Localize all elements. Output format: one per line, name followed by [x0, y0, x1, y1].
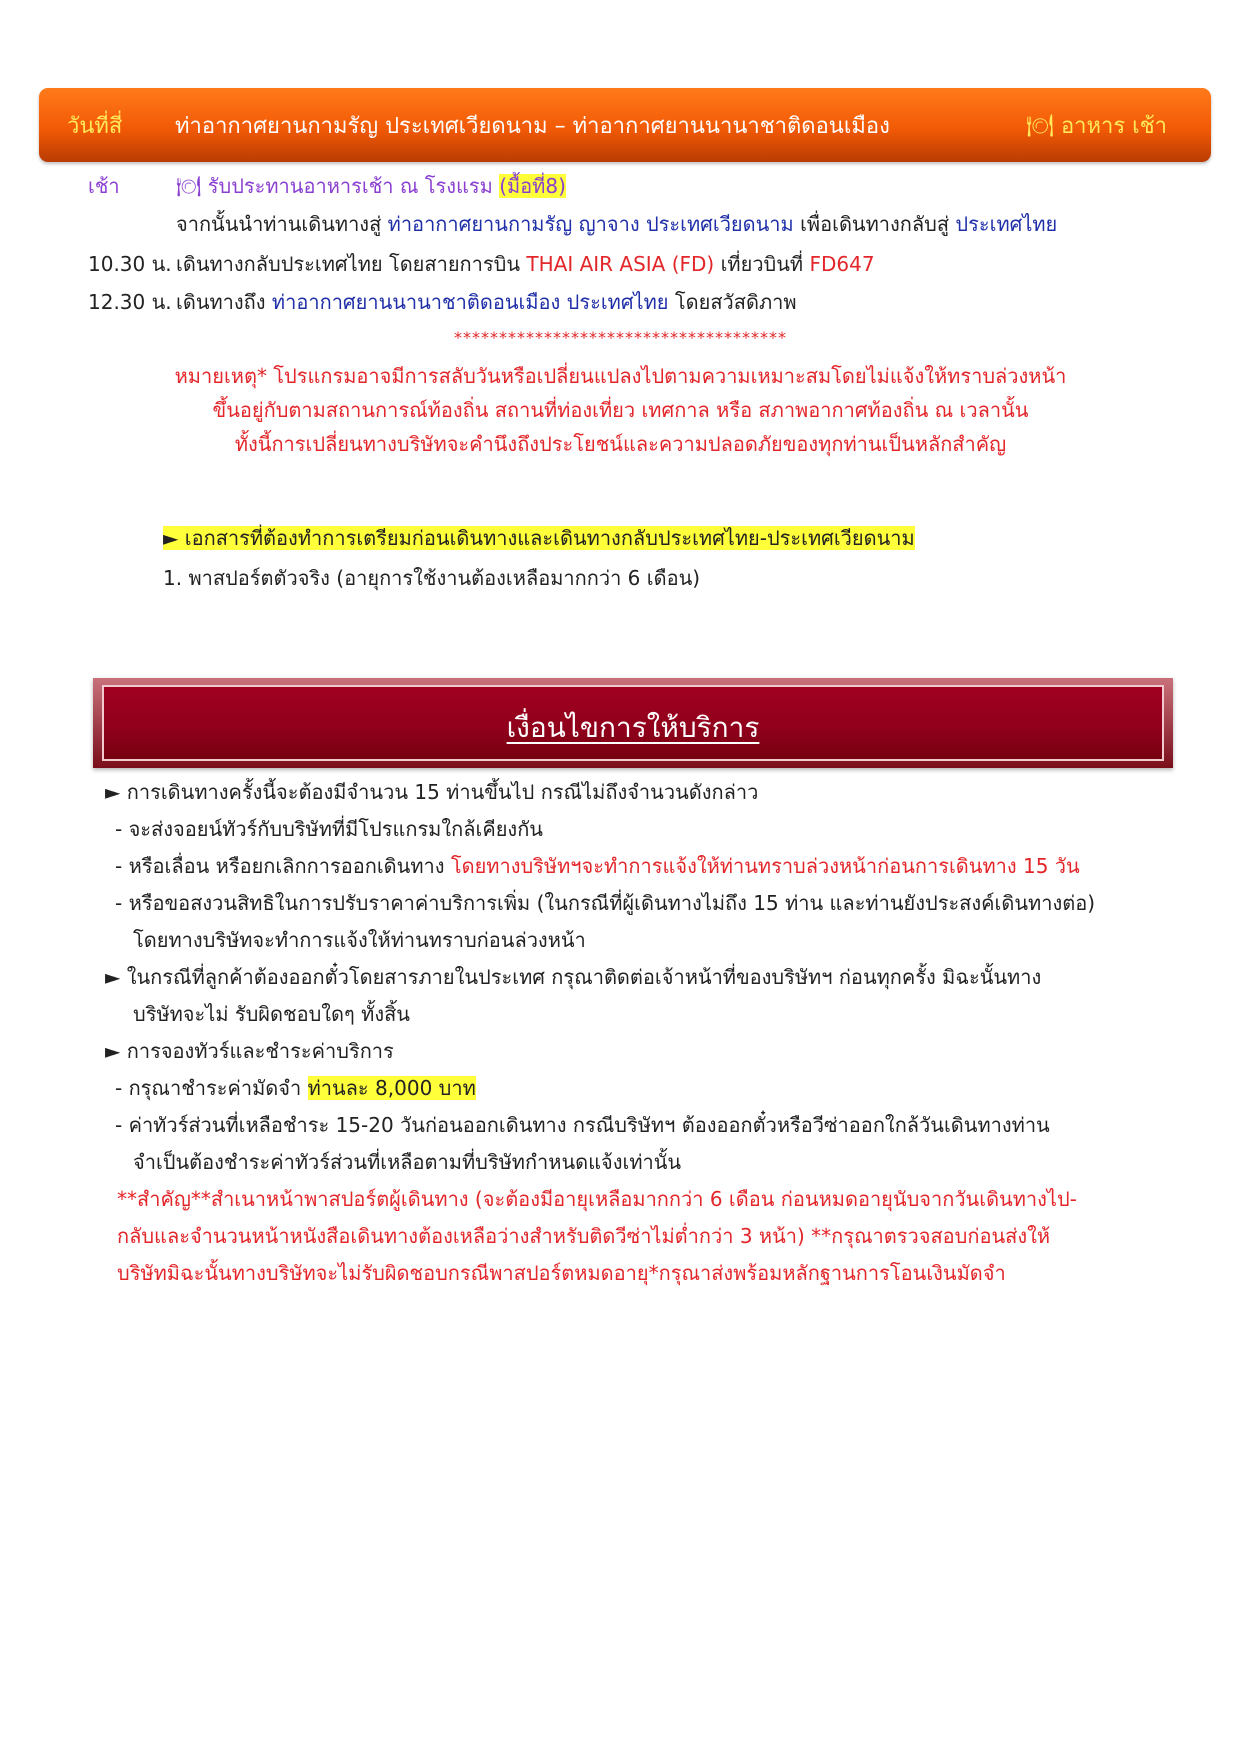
meal-icon: 🍽: [1026, 114, 1054, 139]
airport-camranh: ท่าอากาศยานกามรัญ ญาจาง ประเทศเวียดนาม: [387, 212, 794, 236]
condition-line-10: - ค่าทัวร์ส่วนที่เหลือชำระ 15-20 วันก่อนออกเดินทาง กรณีบริษัทฯ ต้องออกตั๋วหรือวีซ่าออกใกล้วันเดินทางท่าน: [115, 1113, 1050, 1137]
condition-line-7: บริษัทจะไม่ รับผิดชอบใดๆ ทั้งสิ้น: [133, 1002, 410, 1026]
conditions-title-panel: [102, 685, 1164, 761]
day-meal: [1026, 108, 1167, 143]
breakfast-text: รับประทานอาหารเช้า ณ โรงแรม: [207, 174, 493, 198]
condition-line-5: โดยทางบริษัทจะทำการแจ้งให้ท่านทราบก่อนล่วงหน้า: [133, 928, 586, 952]
airport-donmueang: ท่าอากาศยานนานาชาติดอนเมือง ประเทศไทย: [271, 290, 669, 314]
condition-line-2: - จะส่งจอยน์ทัวร์กับบริษัทที่มีโปรแกรมใกล้เคียงกัน: [115, 817, 543, 841]
destination-thailand: ประเทศไทย: [955, 212, 1058, 236]
day-header-bar: [39, 88, 1211, 162]
meal-label: อาหาร เช้า: [1060, 114, 1167, 139]
schedule-arrival: [176, 286, 797, 318]
transfer-text-2: เพื่อเดินทางกลับสู่: [793, 212, 956, 236]
condition-line-6: ► ในกรณีที่ลูกค้าต้องออกตั๋วโดยสารภายในประเทศ กรุณาติดต่อเจ้าหน้าที่ของบริษัทฯ ก่อนทุกครั้ง มิฉะนั้นทาง: [105, 965, 1042, 989]
condition-line-14: บริษัทมิฉะนั้นทางบริษัทจะไม่รับผิดชอบกรณีพาสปอร์ตหมดอายุ*กรุณาส่งพร้อมหลักฐานการโอนเงินมัดจำ: [117, 1261, 1006, 1285]
flight-number: FD647: [809, 252, 875, 276]
flight-text-2: เที่ยวบินที่: [714, 252, 810, 276]
day-label: วันที่สี่: [67, 114, 123, 139]
schedule-time-morning: เช้า: [88, 174, 120, 198]
flight-text: เดินทางกลับประเทศไทย โดยสายการบิน: [176, 252, 527, 276]
schedule-time-1230: 12.30 น.: [88, 290, 172, 314]
meal-number: (มื้อที่8): [499, 174, 566, 198]
condition-line-9: [115, 1072, 476, 1104]
documents-item-1: 1. พาสปอร์ตตัวจริง (อายุการใช้งานต้องเหลือมากกว่า 6 เดือน): [163, 566, 701, 590]
day-route: ท่าอากาศยานกามรัญ ประเทศเวียดนาม – ท่าอากาศยานนานาชาติดอนเมือง: [175, 114, 890, 139]
documents-heading-text: ► เอกสารที่ต้องทำการเตรียมก่อนเดินทางและเดินทางกลับประเทศไทย-ประเทศเวียดนาม: [163, 526, 915, 550]
condition-line-3: [115, 850, 1080, 882]
schedule-flight: [176, 248, 875, 280]
condition-line-1: ► การเดินทางครั้งนี้จะต้องมีจำนวน 15 ท่านขึ้นไป กรณีไม่ถึงจำนวนดังกล่าว: [105, 780, 759, 804]
remark-line-2: ขึ้นอยู่กับตามสถานการณ์ท้องถิ่น สถานที่ท่องเที่ยว เทศกาล หรือ สภาพอากาศท้องถิ่น ณ เวลานั้น: [212, 398, 1029, 422]
schedule-breakfast: [176, 170, 566, 202]
documents-heading: [163, 522, 915, 554]
arrival-text: เดินทางถึง: [176, 290, 272, 314]
conditions-title-frame: [93, 678, 1173, 768]
arrival-text-2: โดยสวัสดิภาพ: [668, 290, 797, 314]
condition-line-12: **สำคัญ**สำเนาหน้าพาสปอร์ตผู้เดินทาง (จะต้องมีอายุเหลือมากกว่า 6 เดือน ก่อนหมดอายุนับจากวันเดินทางไป-: [117, 1187, 1077, 1211]
conditions-title: เงื่อนไขการให้บริการ: [506, 711, 760, 744]
airline-name: THAI AIR ASIA (FD): [526, 252, 715, 276]
transfer-text: จากนั้นนำท่านเดินทางสู่: [176, 212, 388, 236]
meal-icon: 🍽: [176, 174, 202, 198]
remark-line-1: หมายเหตุ* โปรแกรมอาจมีการสลับวันหรือเปลี่ยนแปลงไปตามความเหมาะสมโดยไม่แจ้งให้ทราบล่วงหน้า: [174, 364, 1067, 388]
condition-line-13: กลับและจำนวนหน้าหนังสือเดินทางต้องเหลือว่างสำหรับติดวีซ่าไม่ต่ำกว่า 3 หน้า) **กรุณาตรวจสอบก่อนส่งให้: [117, 1224, 1051, 1248]
deposit-label: - กรุณาชำระค่ามัดจำ: [115, 1076, 308, 1100]
condition-line-8: ► การจองทัวร์และชำระค่าบริการ: [105, 1039, 394, 1063]
deposit-amount: ท่านละ 8,000 บาท: [307, 1076, 476, 1100]
condition-line-3-notice: โดยทางบริษัทฯจะทำการแจ้งให้ท่านทราบล่วงหน้าก่อนการเดินทาง 15 วัน: [450, 854, 1080, 878]
condition-line-11: จำเป็นต้องชำระค่าทัวร์ส่วนที่เหลือตามที่บริษัทกำหนดแจ้งเท่านั้น: [133, 1150, 682, 1174]
condition-line-4: - หรือขอสงวนสิทธิในการปรับราคาค่าบริการเพิ่ม (ในกรณีที่ผู้เดินทางไม่ถึง 15 ท่าน และท่านยังประสงค์เดินทางต่อ): [115, 891, 1096, 915]
separator: *************************************: [454, 328, 787, 347]
condition-line-3-text: - หรือเลื่อน หรือยกเลิกการออกเดินทาง: [115, 854, 451, 878]
schedule-transfer: [176, 208, 1057, 240]
schedule-time-1030: 10.30 น.: [88, 252, 172, 276]
remark-line-3: ทั้งนี้การเปลี่ยนทางบริษัทจะคำนึงถึงประโยชน์และความปลอดภัยของทุกท่านเป็นหลักสำคัญ: [234, 432, 1007, 456]
